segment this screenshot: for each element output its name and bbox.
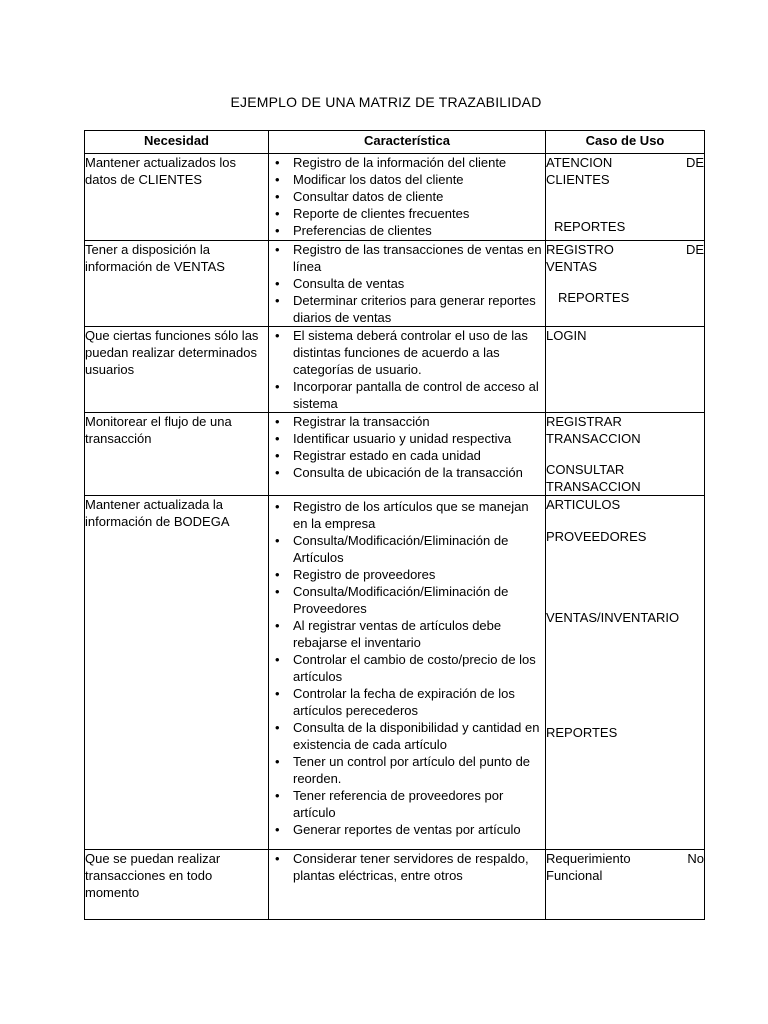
feature-list (269, 498, 545, 838)
table-row (85, 241, 705, 327)
necesidad-cell: Tener a disposición la información de VENTAS (85, 241, 269, 327)
caracteristica-cell (269, 413, 546, 496)
caso-uso-cell (546, 413, 705, 496)
feature-item: • Consulta de la disponibilidad y cantidad en existencia de cada artículo (269, 719, 545, 753)
caso-uso-text: REPORTES (546, 725, 618, 740)
table-row (85, 154, 705, 241)
feature-list (269, 241, 545, 326)
caso-uso-text: DE (685, 242, 704, 257)
feature-item: • Consultar datos de cliente (269, 188, 545, 205)
caracteristica-cell (269, 241, 546, 327)
feature-list (269, 850, 545, 884)
header-caso-de-uso: Caso de Uso (546, 131, 705, 154)
feature-list (269, 154, 545, 239)
caso-uso-cell (546, 327, 705, 413)
feature-item: • Consulta de ventas (269, 275, 545, 292)
feature-list (269, 413, 545, 481)
caso-uso-text: CLIENTES (546, 172, 610, 187)
caso-uso-text: TRANSACCION (546, 479, 641, 494)
caso-uso-text: VENTAS (546, 259, 598, 274)
feature-item: • Consulta/Modificación/Eliminación de Artículos (269, 532, 545, 566)
caso-uso-cell (546, 496, 705, 850)
caso-uso-line (546, 850, 704, 867)
feature-item: • Controlar la fecha de expiración de los artículos perecederos (269, 685, 545, 719)
header-necesidad: Necesidad (85, 131, 269, 154)
feature-item: • Registro de las transacciones de ventas en línea (269, 241, 545, 275)
caso-uso-text: REPORTES (558, 290, 630, 305)
caso-uso-text: PROVEEDORES (546, 529, 647, 544)
caso-uso-text: Requerimiento (546, 851, 631, 866)
necesidad-cell: Que ciertas funciones sólo las puedan realizar determinados usuarios (85, 327, 269, 413)
caso-uso-cell (546, 850, 705, 920)
feature-item: • Incorporar pantalla de control de acceso al sistema (269, 378, 545, 412)
caso-uso-line (546, 154, 704, 171)
caso-uso-text: CONSULTAR (546, 462, 625, 477)
feature-item: • Registrar la transacción (269, 413, 545, 430)
caso-uso-text: TRANSACCION (546, 431, 641, 446)
caso-uso-text: ARTICULOS (546, 497, 621, 512)
table-row (85, 496, 705, 850)
table-row (85, 850, 705, 920)
feature-item: • Controlar el cambio de costo/precio de los artículos (269, 651, 545, 685)
feature-item: • Generar reportes de ventas por artículo (269, 821, 545, 838)
necesidad-cell: Monitorear el flujo de una transacción (85, 413, 269, 496)
feature-item: • Registro de proveedores (269, 566, 545, 583)
table-row (85, 327, 705, 413)
table-row (85, 413, 705, 496)
necesidad-cell: Mantener actualizados los datos de CLIENTES (85, 154, 269, 241)
caracteristica-cell (269, 327, 546, 413)
caracteristica-cell (269, 496, 546, 850)
feature-item: • Consulta de ubicación de la transacción (269, 464, 545, 481)
feature-list (269, 327, 545, 412)
feature-item: • Consulta/Modificación/Eliminación de Proveedores (269, 583, 545, 617)
feature-item: • Reporte de clientes frecuentes (269, 205, 545, 222)
caso-uso-text: Funcional (546, 868, 603, 883)
feature-item: • Considerar tener servidores de respaldo, plantas eléctricas, entre otros (269, 850, 545, 884)
caso-uso-text: LOGIN (546, 328, 587, 343)
feature-item: • Registro de los artículos que se manejan en la empresa (269, 498, 545, 532)
feature-item: • Preferencias de clientes (269, 222, 545, 239)
feature-item: • Registrar estado en cada unidad (269, 447, 545, 464)
caso-uso-text: No (687, 851, 704, 866)
caso-uso-cell (546, 241, 705, 327)
feature-item: • Determinar criterios para generar reportes diarios de ventas (269, 292, 545, 326)
necesidad-cell: Que se puedan realizar transacciones en todo momento (85, 850, 269, 920)
feature-item: • Tener referencia de proveedores por artículo (269, 787, 545, 821)
caso-uso-text: REGISTRAR (546, 414, 622, 429)
caso-uso-text: VENTAS/INVENTARIO (546, 610, 680, 625)
necesidad-cell: Mantener actualizada la información de BODEGA (85, 496, 269, 850)
header-caracteristica: Característica (269, 131, 546, 154)
feature-item: • Identificar usuario y unidad respectiva (269, 430, 545, 447)
feature-item: • Modificar los datos del cliente (269, 171, 545, 188)
feature-item: • Al registrar ventas de artículos debe rebajarse el inventario (269, 617, 545, 651)
caso-uso-cell (546, 154, 705, 241)
feature-item: • Tener un control por artículo del punto de reorden. (269, 753, 545, 787)
caracteristica-cell (269, 154, 546, 241)
feature-item: • Registro de la información del cliente (269, 154, 545, 171)
header-row (85, 131, 705, 154)
page-title: EJEMPLO DE UNA MATRIZ DE TRAZABILIDAD (230, 94, 542, 110)
feature-item: • El sistema deberá controlar el uso de las distintas funciones de acuerdo a las categorías de usuario. (269, 327, 545, 378)
caso-uso-text: DE (685, 155, 704, 170)
caso-uso-text: REPORTES (554, 219, 626, 234)
caso-uso-text: ATENCION (546, 155, 613, 170)
traceability-matrix (84, 130, 705, 920)
caracteristica-cell (269, 850, 546, 920)
caso-uso-line (546, 241, 704, 258)
caso-uso-text: REGISTRO (546, 242, 614, 257)
